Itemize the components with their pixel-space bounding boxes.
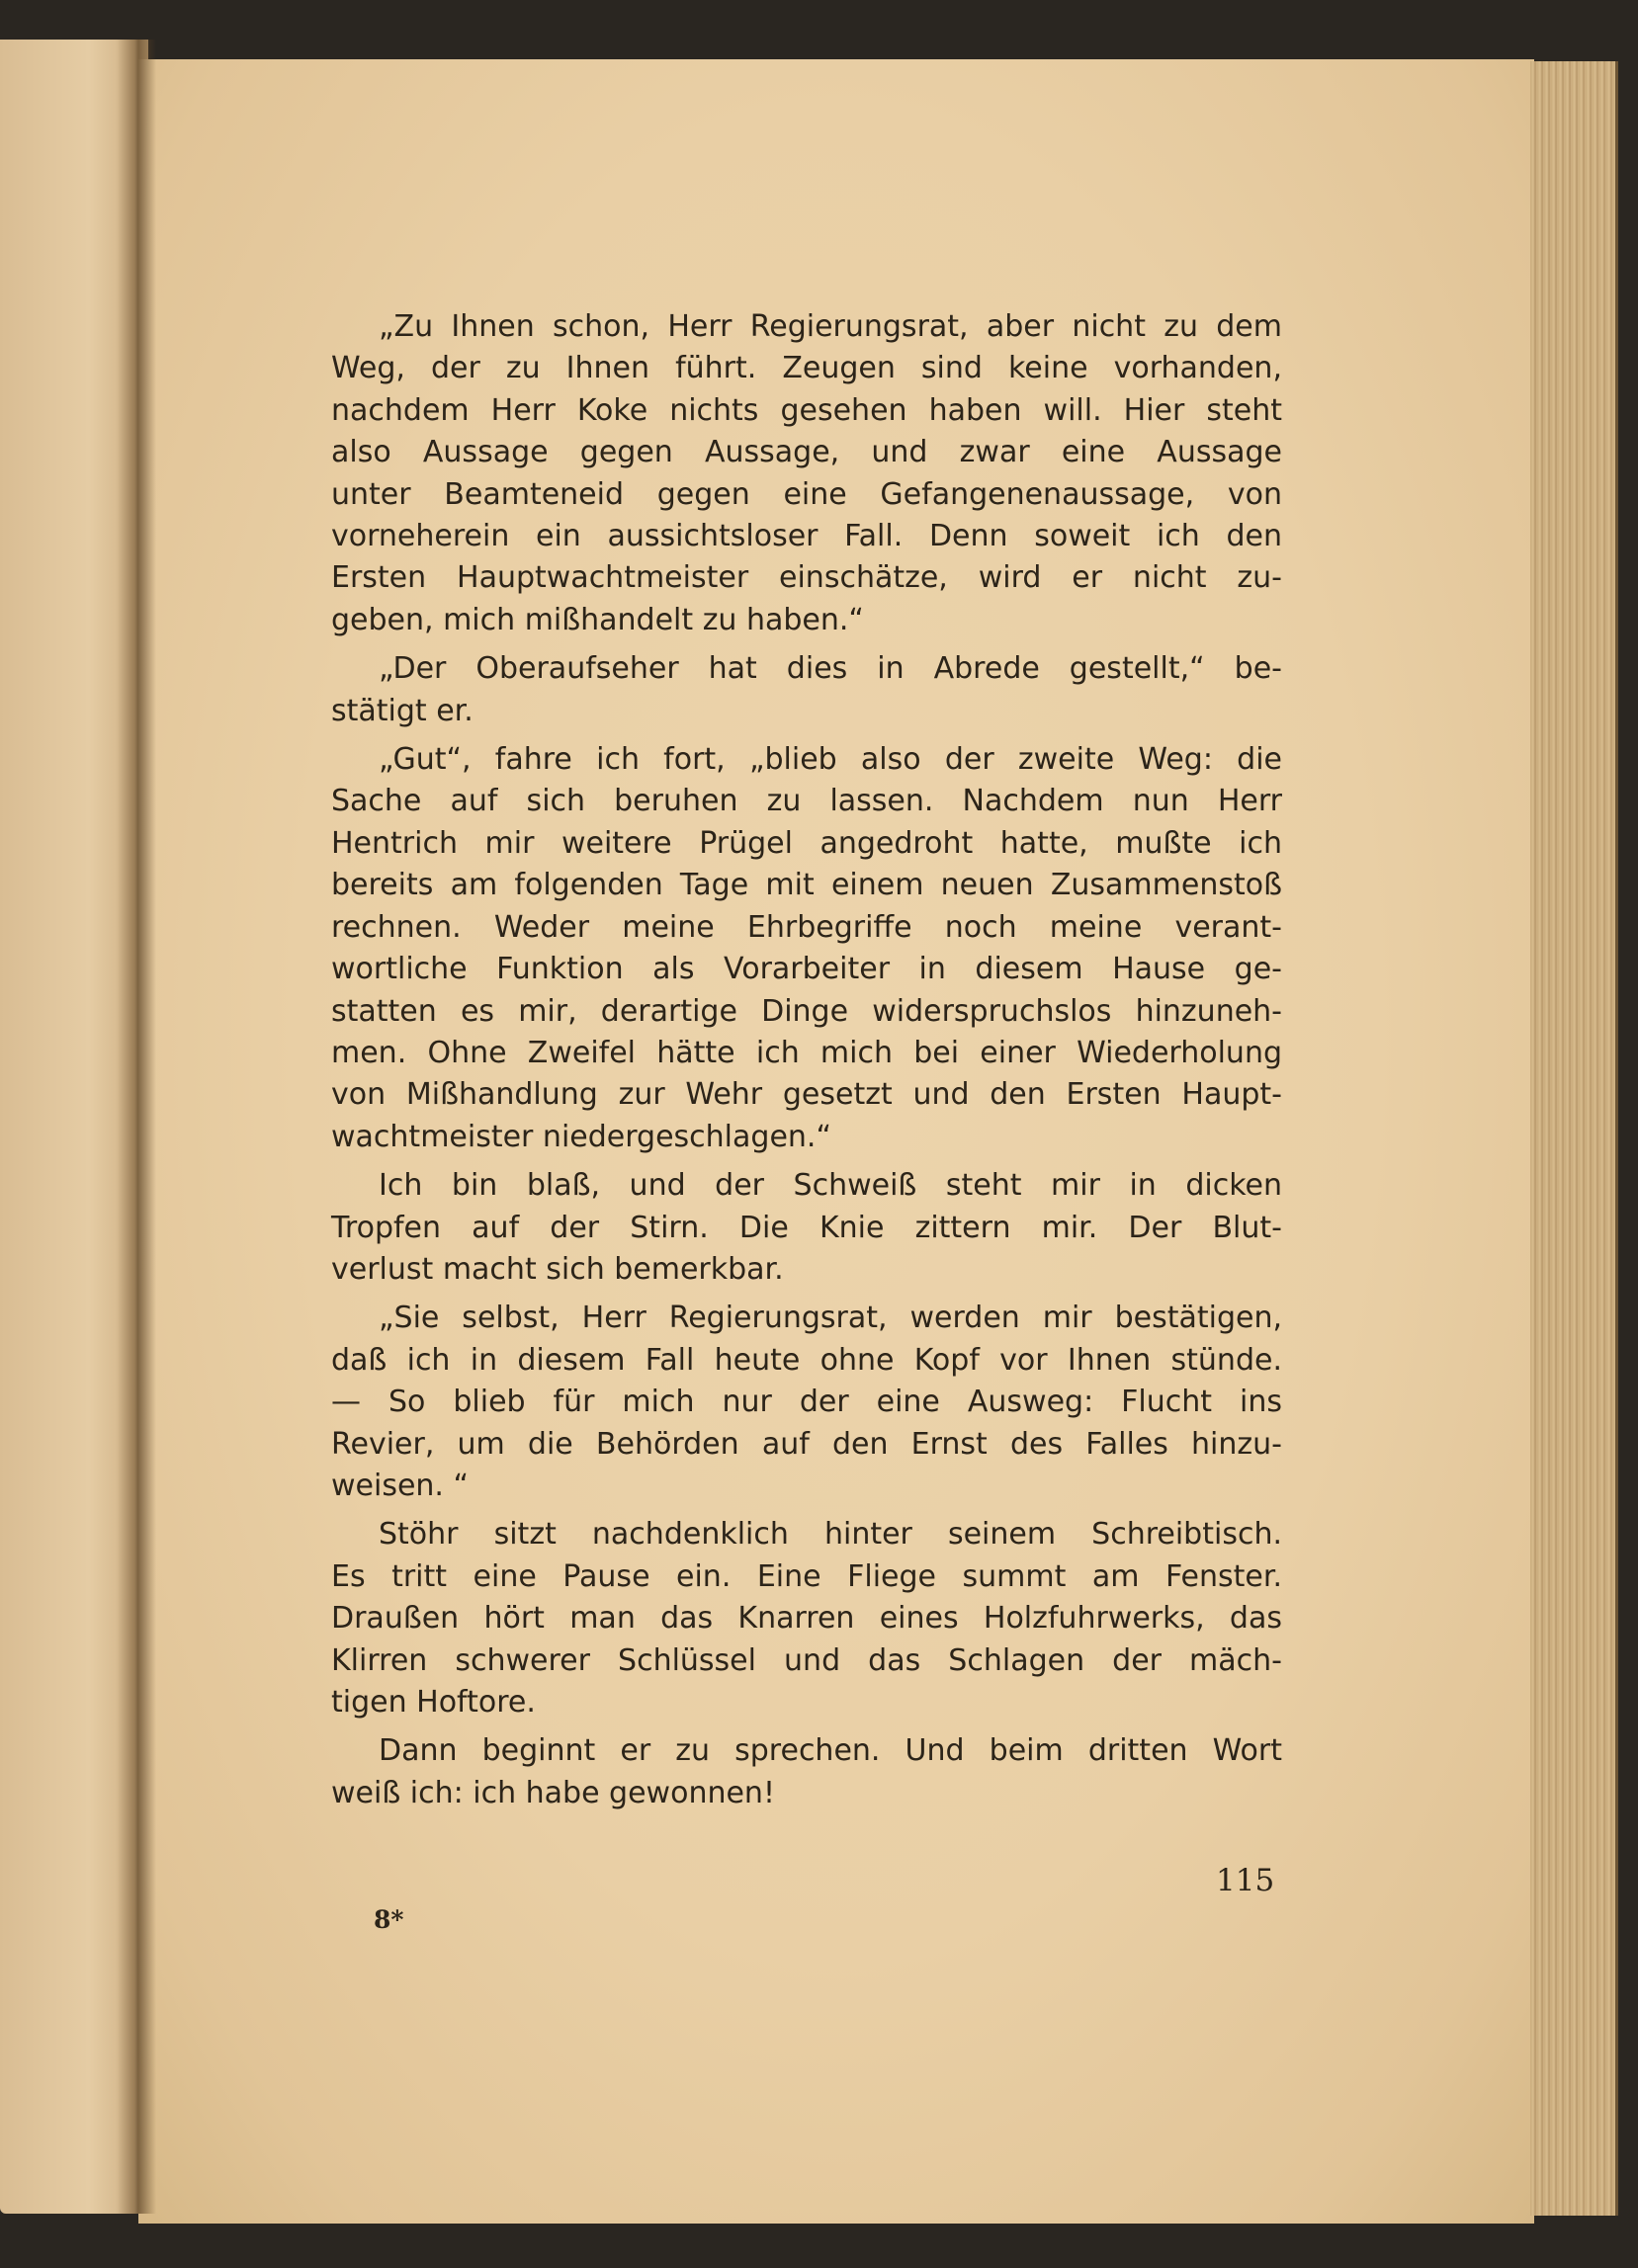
text-line: nachdem Herr Koke nichts gesehen haben will. Hier steht: [331, 392, 1282, 428]
text-line: Revier, um die Behörden auf den Ernst des Falles hinzu-: [331, 1426, 1282, 1462]
text-line: Klirren schwerer Schlüssel und das Schlagen der mäch-: [331, 1642, 1282, 1678]
text-line: vorneherein ein aussichtsloser Fall. Denn soweit ich den: [331, 519, 1282, 554]
text-line: Stöhr sitzt nachdenklich hinter seinem Schreibtisch.: [379, 1517, 1282, 1553]
text-line: „Der Oberaufseher hat dies in Abrede gestellt,“ be-: [379, 651, 1282, 687]
paragraph: [331, 1730, 1282, 1814]
text-line: statten es mir, derartige Dinge widerspruchslos hinzuneh-: [331, 993, 1282, 1029]
paragraph: [331, 1514, 1282, 1723]
text-line: „Zu Ihnen schon, Herr Regierungsrat, aber nicht zu dem: [379, 309, 1282, 344]
text-line: weiß ich: ich habe gewonnen!: [331, 1775, 775, 1810]
signature-mark: 8*: [374, 1905, 404, 1934]
text-line: — So blieb für mich nur der eine Ausweg: Flucht ins: [331, 1385, 1282, 1420]
text-line: von Mißhandlung zur Wehr gesetzt und den Ersten Haupt-: [331, 1077, 1282, 1113]
text-line: weisen. “: [331, 1468, 470, 1503]
paragraph: [331, 1298, 1282, 1507]
text-line: Es tritt eine Pause ein. Eine Fliege summt am Fenster.: [331, 1558, 1282, 1594]
paragraph: [331, 306, 1282, 641]
text-line: also Aussage gegen Aussage, und zwar eine Aussage: [331, 435, 1282, 470]
paragraph: [331, 648, 1282, 732]
text-line: „Sie selbst, Herr Regierungsrat, werden mir bestätigen,: [379, 1301, 1282, 1336]
text-line: wachtmeister niedergeschlagen.“: [331, 1119, 831, 1154]
page-edges: [1530, 61, 1618, 2216]
paragraph: [331, 1165, 1282, 1291]
paragraph: [331, 739, 1282, 1158]
text-line: Weg, der zu Ihnen führt. Zeugen sind keine vorhanden,: [331, 351, 1282, 386]
text-line: Sache auf sich beruhen zu lassen. Nachdem nun Herr: [331, 784, 1282, 819]
text-line: men. Ohne Zweifel hätte ich mich bei einer Wiederholung: [331, 1035, 1282, 1070]
body-text: [331, 306, 1282, 1821]
text-line: Draußen hört man das Knarren eines Holzfuhrwerks, das: [331, 1601, 1282, 1637]
text-line: wortliche Funktion als Vorarbeiter in diesem Hause ge-: [331, 952, 1282, 987]
text-line: rechnen. Weder meine Ehrbegriffe noch meine verant-: [331, 909, 1282, 945]
text-line: Hentrich mir weitere Prügel angedroht hatte, mußte ich: [331, 825, 1282, 861]
text-line: verlust macht sich bemerkbar.: [331, 1251, 784, 1287]
text-line: Tropfen auf der Stirn. Die Knie zittern mir. Der Blut-: [331, 1210, 1282, 1245]
text-line: geben, mich mißhandelt zu haben.“: [331, 602, 864, 637]
text-line: Ich bin blaß, und der Schweiß steht mir in dicken: [379, 1168, 1282, 1204]
book-gutter: [117, 40, 156, 2214]
text-line: bereits am folgenden Tage mit einem neuen Zusammenstoß: [331, 868, 1282, 903]
text-line: daß ich in diesem Fall heute ohne Kopf vor Ihnen stünde.: [331, 1342, 1282, 1378]
page-number: 115: [1216, 1863, 1275, 1898]
text-line: unter Beamteneid gegen eine Gefangenenaussage, von: [331, 476, 1282, 512]
text-line: stätigt er.: [331, 693, 474, 728]
text-line: Ersten Hauptwachtmeister einschätze, wird er nicht zu-: [331, 560, 1282, 596]
text-line: „Gut“, fahre ich fort, „blieb also der zweite Weg: die: [379, 742, 1282, 778]
text-line: Dann beginnt er zu sprechen. Und beim dritten Wort: [379, 1733, 1282, 1769]
text-line: tigen Hoftore.: [331, 1685, 536, 1720]
